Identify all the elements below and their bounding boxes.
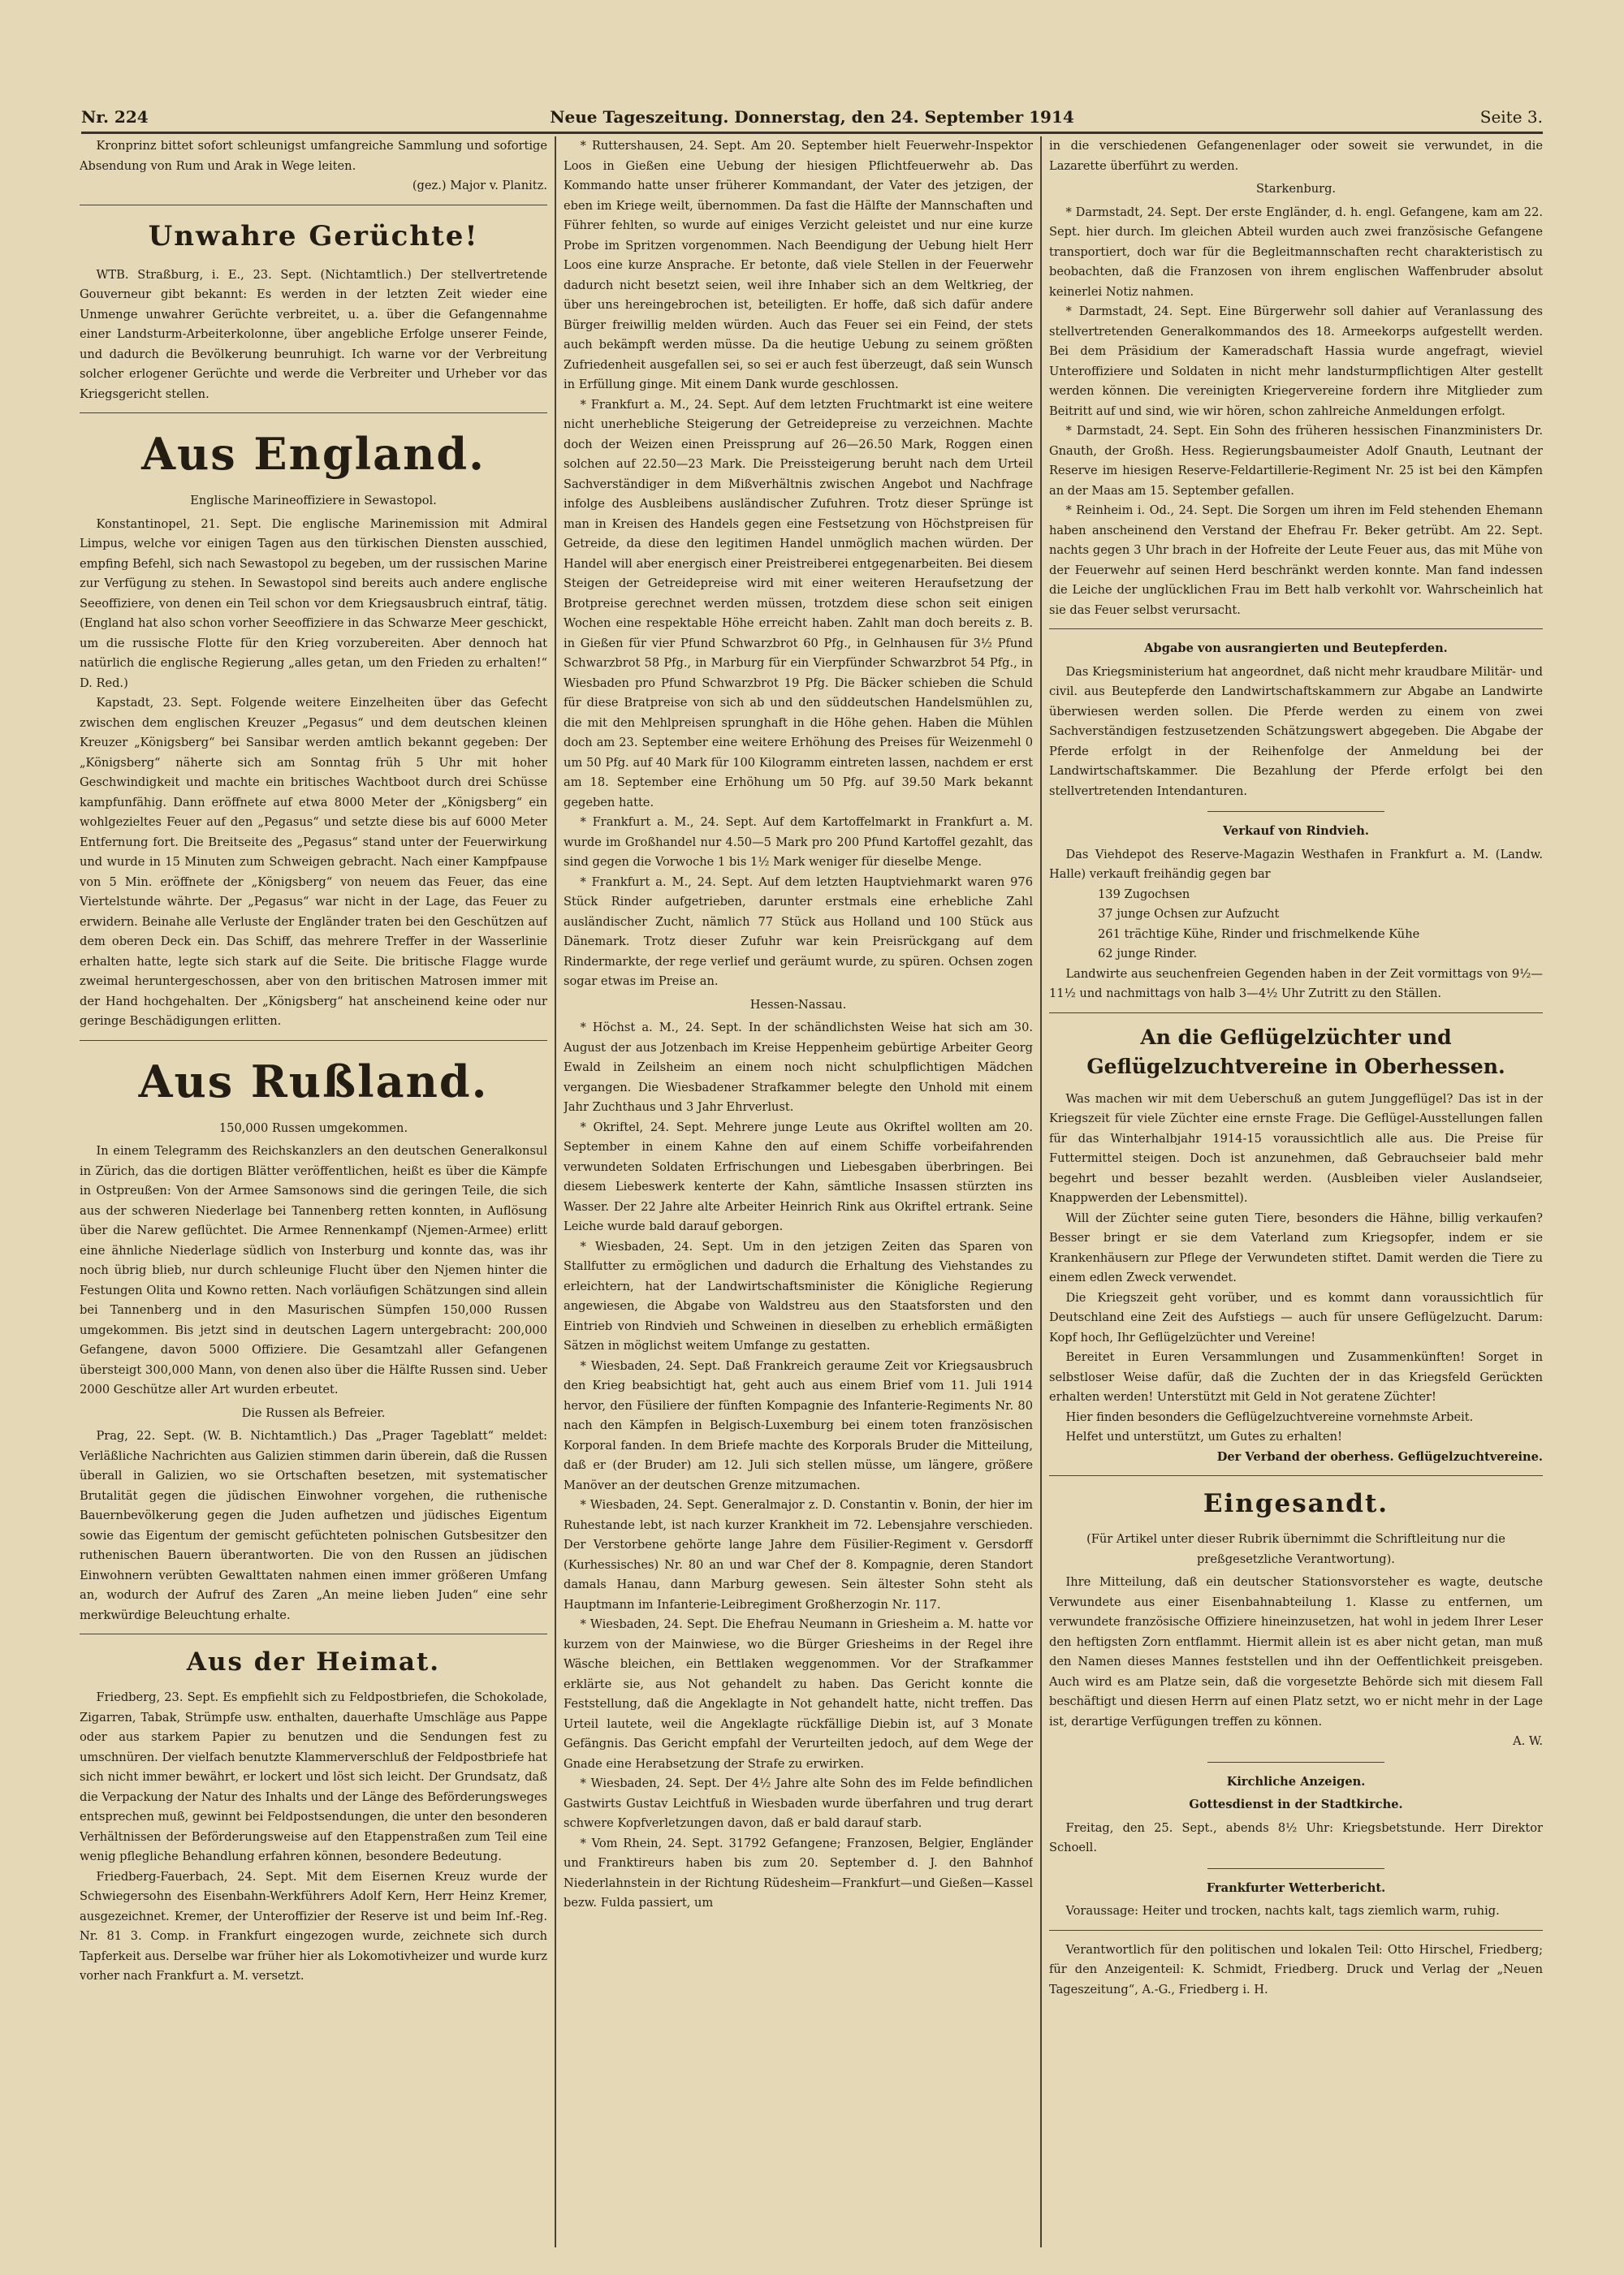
divider <box>1049 1930 1543 1931</box>
list-item: 62 junge Rinder. <box>1098 947 1198 961</box>
divider <box>1207 1868 1385 1869</box>
article-text: Will der Züchter seine guten Tiere, besonders die Hähne, billig verkaufen? Besser bringt er sie dem Vaterland zum Kriegsopfer, indem er sie Krankenhäusern zur Pflege der Verwundeten stiftet. Damit werden die Tiere zu einem edlen Zweck verwendet. <box>1049 1211 1543 1284</box>
headline-poultry: An die Geflügelzüchter und Geflügelzuchtvereine in Oberhessen. <box>1086 1025 1505 1078</box>
notice-heading: Frankfurter Wetterbericht. <box>1206 1880 1386 1895</box>
article-text: * Darmstadt, 24. Sept. Eine Bürgerwehr soll dahier auf Veranlassung des stellvertretenden Generalkommandos des 18. Armeekorps aufgestellt werden. Bei dem Präsidium der Kameradschaft Hassia wurde angefragt, wieviel Unteroffiziere und Soldaten in nicht mehr landsturmpflichtigen Alter gestellt werden können. Die vereinigten Kriegervereine fordern ihre Mitglieder zum Beitritt auf und sind, wie wir hören, schon zahlreiche Anmeldungen erfolgt. <box>1049 304 1543 418</box>
article-text: Friedberg-Fauerbach, 24. Sept. Mit dem Eisernen Kreuz wurde der Schwiegersohn des Eisenbahn-Werkführers Adolf Kern, Herr Heinz Kremer, ausgezeichnet. Kremer, der Unteroffizier der Reserve ist und beim Inf.-Reg. Nr. 81 3. Comp. in Frankfurt eingezogen wurde, zeichnete sich durch Tapferkeit aus. Derselbe war früher hier als Lokomotivheizer und wurde kurz vorher nach Frankfurt a. M. versetzt. <box>80 1869 547 1983</box>
article-text: * Frankfurt a. M., 24. Sept. Auf dem Kartoffelmarkt in Frankfurt a. M. wurde im Großhandel nur 4.50—5 Mark pro 200 Pfund Kartoffel gezahlt, das sind gegen die Vorwoche 1 bis 1½ Mark weniger für dieselbe Menge. <box>564 815 1033 869</box>
notice-heading: Kirchliche Anzeigen. <box>1226 1774 1366 1789</box>
masthead: Neue Tageszeitung. Donnerstag, den 24. September 1914 <box>550 107 1074 127</box>
article-text: in die verschiedenen Gefangenenlager oder soweit sie verwundet, in die Lazarette überführt zu werden. <box>1049 139 1543 173</box>
article-text: Konstantinopel, 21. Sept. Die englische Marinemission mit Admiral Limpus, welche vor einigen Tagen aus den türkischen Diensten ausschied, empfing Befehl, sich nach Sewastopol zu begeben, um der russischen Marine zur Verfügung zu stehen. In Sewastopol sind bereits auch andere englische Seeoffiziere, von denen ein Teil schon vor dem Kriegsausbruch eintraf, tätig. (England hat also schon vorher Seeoffiziere in das Schwarze Meer geschickt, um die russische Flotte für den Krieg vorzubereiten. Aber dennoch hat natürlich die englische Regierung „alles getan, um den Frieden zu erhalten!“ D. Red.) <box>80 516 547 690</box>
article-text: * Darmstadt, 24. Sept. Der erste Engländer, d. h. engl. Gefangene, kam am 22. Sept. hier durch. Im gleichen Abteil wurden auch zwei französische Gefangene transportiert, doch war für die Begleitmannschaften recht charakteristisch zu beobachten, daß die Franzosen von ihrem englischen Waffenbruder absolut keinerlei Notiz nahmen. <box>1049 205 1543 299</box>
list-item: 139 Zugochsen <box>1098 887 1190 901</box>
notice-text: Freitag, den 25. Sept., abends 8½ Uhr: Kriegsbetstunde. Herr Direktor Schoell. <box>1049 1820 1543 1854</box>
subheadline: 150,000 Russen umgekommen. <box>218 1120 408 1135</box>
article-text: Friedberg, 23. Sept. Es empfiehlt sich zu Feldpostbriefen, die Schokolade, Zigarren, Tabak, Strümpfe usw. enthalten, dauerhafte Umschläge aus Pappe oder aus starkem Papier zu benutzen und die Sendungen fest zu umschnüren. Der vielfach benutzte Klammerverschluß der Feldpostbriefe hat sich nicht immer bewährt, er lockert und löst sich leicht. Der Grundsatz, daß die Verpackung der Natur des Inhalts und der Länge des Beförderungsweges entsprechen muß, gewinnt bei Feldpostsendungen, die unter den besonderen Verhältnissen der Beförderungsweise auf den Etappenstraßen zum Teil eine wenig pflegliche Behandlung erfahren können, besondere Bedeutung. <box>80 1690 547 1863</box>
notice-text: Das Viehdepot des Reserve-Magazin Westhafen in Frankfurt a. M. (Landw. Halle) verkauft freihändig gegen bar <box>1049 847 1543 881</box>
divider <box>80 1040 547 1041</box>
page-number: Seite 3. <box>1479 107 1543 127</box>
notice-text: Landwirte aus seuchenfreien Gegenden haben in der Zeit vormittags von 9½—11½ und nachmittags von halb 3—4½ Uhr Zutritt zu den Ställen. <box>1049 966 1543 1000</box>
weather-forecast: Voraussage: Heiter und trocken, nachts kalt, tags ziemlich warm, ruhig. <box>1065 1904 1500 1918</box>
notice-text: Kronprinz bittet sofort schleunigst umfangreiche Sammlung und sofortige Absendung von Rum und Arak in Wege leiten. <box>80 139 547 173</box>
article-text: * Okriftel, 24. Sept. Mehrere junge Leute aus Okriftel wollten am 20. September in einem Kahne den auf einem Schiffe vorbeifahrenden verwundeten Soldaten Erfrischungen und Liebesgaben überbringen. Bei diesem Liebeswerk kenterte der Kahn, sämtliche Insassen stürzten ins Wasser. Der 22 Jahre alte Arbeiter Heinrich Rink aus Okriftel ertrank. Seine Leiche wurde bald darauf geborgen. <box>564 1120 1033 1233</box>
subheadline: Hessen-Nassau. <box>749 997 847 1012</box>
article-text: Ihre Mitteilung, daß ein deutscher Stationsvorsteher es wagte, deutsche Verwundete aus einer Eisenbahnabteilung 1. Klasse zu entfernen, um verwundete französische Offiziere hineinzusetzen, hat wohl in jedem Ihrer Leser den heftigsten Zorn entflammt. Hiermit allein ist es aber nicht getan, man muß den Namen dieses Mannes feststellen und ihn der Oeffentlichkeit preisgeben. Auch wird es am Platze sein, daß die vorgesetzte Behörde sich mit diesem Fall beschäftigt und diesen Herrn auf einen Platz setzt, wo er nicht mehr in der Lage ist, derartige Verfügungen treffen zu können. <box>1049 1575 1543 1729</box>
article-text: * Reinheim i. Od., 24. Sept. Die Sorgen um ihren im Feld stehenden Ehemann haben anscheinend den Verstand der Ehefrau Fr. Beker getrübt. Am 22. Sept. nachts gegen 3 Uhr brach in der Hofreite der Leute Feuer aus, das mit Mühe von der Feuerwehr auf seinen Herd beschränkt werden konnte. Man fand indessen die Leiche der unglücklichen Frau im Bett halb verkohlt vor. Wahrscheinlich hat sie das Feuer selbst verursacht. <box>1049 503 1543 617</box>
column-1 <box>80 136 547 2247</box>
article-text: Bereitet in Euren Versammlungen und Zusammenkünften! Sorget in selbstloser Weise dafür, daß die Zuchten der in das Kriegsfeld Gerückten erhalten werden! Unterstützt mit Geld in Not geratene Züchter! <box>1049 1350 1543 1404</box>
editorial-note: (Für Artikel unter dieser Rubrik übernimmt die Schriftleitung nur die preßgesetzliche Verantwortung). <box>1086 1532 1505 1566</box>
headline-eingesandt: Eingesandt. <box>1203 1489 1389 1518</box>
notice-signature: (gez.) Major v. Planitz. <box>412 179 547 192</box>
column-2 <box>564 136 1033 2247</box>
notice-text: Das Kriegsministerium hat angeordnet, daß nicht mehr kraudbare Militär- und civil. aus Beutepferde den Landwirtschaftskammern zur Abgabe an Landwirte überwiesen werden sollen. Die Pferde werden zu einem von zwei Sachverständigen festzusetzenden Schätzungswert abgegeben. Die Abgabe der Pferde erfolgt in der Reihenfolge der Anmeldung bei der Landwirtschaftskammer. Die Bezahlung der Pferde erfolgt bei den stellvertretenden Intendanturen. <box>1049 664 1543 798</box>
article-text: * Wiesbaden, 24. Sept. Daß Frankreich geraume Zeit vor Kriegsausbruch den Krieg beabsichtigt hat, geht auch aus einem Brief vom 11. Juli 1914 hervor, den Füsiliere der fünften Kompagnie des Infanterie-Regiments Nr. 80 nach den Kämpfen in Belgisch-Luxemburg bei einem toten französischen Korporal fanden. In dem Briefe machte des Korporals Bruder die Mitteilung, daß er (der Bruder) am 12. Juli sich stellen müsse, um längere, größere Manöver an der deutschen Grenze mitzumachen. <box>564 1358 1033 1492</box>
article-text: Helfet und unterstützt, um Gutes zu erhalten! <box>1065 1430 1342 1444</box>
subheadline: Die Russen als Befreier. <box>241 1405 386 1420</box>
divider <box>1207 811 1385 812</box>
page-header <box>81 102 1543 134</box>
divider <box>1049 628 1543 629</box>
divider <box>1049 1475 1543 1476</box>
article-text: Die Kriegszeit geht vorüber, und es kommt dann voraussichtlich für Deutschland eine Zeit des Aufstiegs — auch für unsere Geflügelzucht. Darum: Kopf hoch, Ihr Geflügelzüchter und Vereine! <box>1049 1290 1543 1345</box>
article-text: WTB. Straßburg, i. E., 23. Sept. (Nichtamtlich.) Der stellvertretende Gouverneur gibt bekannt: Es werden in der letzten Zeit wieder eine Unmenge unwahrer Gerüchte verbreitet, u. a. über die Gefangennahme einer Landsturm-Arbeiterkolonne, über angebliche Erfolge unserer Feinde, und dadurch die Bevölkerung beunruhigt. Ich warne vor der Verbreitung solcher erlogener Gerüchte und werde die Verbreiter und Urheber vor das Kriegsgericht stellen. <box>80 267 547 401</box>
article-text: * Ruttershausen, 24. Sept. Am 20. September hielt Feuerwehr-Inspektor Loos in Gießen eine Uebung der hiesigen Pflichtfeuerwehr ab. Das Kommando hatte unser früherer Kommandant, der Vater des jetzigen, der eben im Kriege weilt, übernommen. Da fast die Hälfte der Mannschaften und Führer fehlten, so wurde auf einiges Verzicht geleistet und nur eine kurze Probe im Spritzen vorgenommen. Nach Beendigung der Uebung hielt Herr Loos eine kurze Ansprache. Er betonte, daß viele Stellen in der Feuerwehr dadurch nicht besetzt seien, weil ihre Inhaber sich an dem Weltkrieg, der über uns hereingebrochen ist, beteiligten. Er hoffe, daß sich dafür andere Bürger freiwillig melden würden. Auch das Feuer sei ein Feind, der stets auch bekämpft werden müsse. Da die heutige Uebung zu seinem größten Zufriedenheit ausgefallen sei, so sei er auch fest überzeugt, daß sein Wunsch in Erfüllung ginge. Mit einem Dank wurde geschlossen. <box>564 139 1033 391</box>
headline-russia: Aus Rußland. <box>138 1055 489 1107</box>
article-text: * Wiesbaden, 24. Sept. Um in den jetzigen Zeiten das Sparen von Stallfutter zu ermöglichen und dadurch die Erhaltung des Viehstandes zu erleichtern, hat der Landwirtschaftsminister die Königliche Regierung angewiesen, die Abgabe von Waldstreu aus den Staatsforsten und den Eintrieb von Rindvieh und Schweinen in dieselben zu erheblich ermäßigten Sätzen in möglichst weitem Umfange zu gestatten. <box>564 1239 1033 1353</box>
column-rule <box>555 136 556 2247</box>
article-text: Hier finden besonders die Geflügelzuchtvereine vornehmste Arbeit. <box>1065 1409 1474 1424</box>
column-rule <box>1040 136 1042 2247</box>
list-item: 37 junge Ochsen zur Aufzucht <box>1098 907 1280 921</box>
list-item: 261 trächtige Kühe, Rinder und frischmelkende Kühe <box>1098 926 1420 941</box>
signature: Der Verband der oberhess. Geflügelzuchtvereine. <box>1216 1449 1543 1464</box>
article-text: Was machen wir mit dem Ueberschuß an gutem Junggeflügel? Das ist in der Kriegszeit für viele Züchter eine ernste Frage. Die Geflügel-Ausstellungen fallen für das Winterhalbjahr 1914-15 voraussichtlich alle aus. Die Preise für Futtermittel steigen. Doch ist anzunehmen, daß Gebrauchseier bald mehr begehrt und besser bezahlt werden. (Ausbleiben vieler Auslandseier, Knappwerden der Lebensmittel). <box>1049 1091 1543 1205</box>
article-text: Prag, 22. Sept. (W. B. Nichtamtlich.) Das „Prager Tageblatt“ meldet: Verläßliche Nachrichten aus Galizien stimmen darin überein, daß die Russen überall in Galizien, wo sie Ortschaften besetzen, mit systematischer Brutalität gegen die jüdischen Einwohner vorgehen, die ruthenische Bauernbevölkerung gegen die Juden aufhetzen und jüdisches Eigentum sowie das Eigentum der gemischt gefüchteten polnischen Gutsbesitzer den ruthenischen Bauern überantworten. Die von den Russen an jüdischen Einwohnern verübten Gewalttaten nahmen einen immer größeren Umfang an, wodurch der Aufruf des Zaren „An meine lieben Juden“ eine sehr merkwürdige Beleuchtung erhalte. <box>80 1429 547 1622</box>
issue-number: Nr. 224 <box>81 107 149 127</box>
subheadline: Englische Marineoffiziere in Sewastopol. <box>190 494 437 507</box>
headline-england: Aus England. <box>141 428 486 480</box>
divider <box>80 412 547 413</box>
divider <box>1049 1012 1543 1013</box>
article-text: * Wiesbaden, 24. Sept. Der 4½ Jahre alte Sohn des im Felde befindlichen Gastwirts Gustav Leichtfuß in Wiesbaden wurde überfahren und trug derart schwere Kopfverletzungen davon, daß er bald darauf starb. <box>564 1776 1033 1830</box>
article-text: * Wiesbaden, 24. Sept. Generalmajor z. D. Constantin v. Bonin, der hier im Ruhestande lebt, ist nach kurzer Krankheit im 72. Lebensjahre verschieden. Der Verstorbene gehörte lange Jahre dem Füsilier-Regiment v. Gersdorff (Kurhessisches) Nr. 80 an und war Chef der 8. Kompagnie, deren Standort damals Hanau, dann Marburg gewesen. Sein ältester Sohn steht als Hauptmann im Infanterie-Leibregiment Großherzogin Nr. 117. <box>564 1498 1033 1612</box>
notice-heading: Verkauf von Rindvieh. <box>1223 824 1369 838</box>
article-text: * Darmstadt, 24. Sept. Ein Sohn des früheren hessischen Finanzministers Dr. Gnauth, der Großh. Hess. Regierungsbaumeister Adolf Gnauth, Leutnant der Reserve im hiesigen Reserve-Feldartillerie-Regiment Nr. 25 ist bei den Kämpfen an der Maas am 15. September gefallen. <box>1049 424 1543 498</box>
article-text: * Frankfurt a. M., 24. Sept. Auf dem letzten Hauptviehmarkt waren 976 Stück Rinder aufgetrieben, darunter erstmals eine erhebliche Zahl ausländischer Zucht, nämlich 77 Stück aus Holland und 100 Stück aus Dänemark. Trotz dieser Zufuhr war kein Preisrückgang auf dem Rindermarkte, der rege verlief und geräumt wurde, zu spüren. Ochsen zogen sogar etwas im Preise an. <box>564 874 1033 988</box>
article-text: Kapstadt, 23. Sept. Folgende weitere Einzelheiten über das Gefecht zwischen dem englischen Kreuzer „Pegasus“ und dem deutschen kleinen Kreuzer „Königsberg“ bei Sansibar werden amtlich bekannt gegeben: Der „Königsberg“ näherte sich am Sonntag früh 5 Uhr mit hoher Geschwindigkeit und machte ein britisches Wachtboot durch drei Schüsse kampfunfähig. Dann eröffnete auf etwa 8000 Meter der „Königsberg“ ein wohlgezieltes Feuer auf den „Pegasus“ und setzte diese bis auf 6000 Meter Entfernung fort. Die Breitseite des „Pegasus“ stand unter der Feuerwirkung und wurde in 15 Minuten zum Schweigen gebracht. Nach einer Kampfpause von 5 Min. eröffnete der „Königsberg“ von neuem das Feuer, das eine Viertelstunde währte. Der „Pegasus“ war nicht in der Lage, das Feuer zu erwidern. Beinahe alle Verluste der Engländer traten bei den Geschützen auf dem oberen Deck ein. Das Schiff, das mehrere Treffer in der Wasserlinie erhalten hatte, legte sich stark auf die Seite. Die britische Flagge wurde zweimal heruntergeschossen, aber von den britischen Matrosen immer mit der Hand hochgehalten. Der „Königsberg“ hat anscheinend keine oder nur geringe Beschädigungen erlitten. <box>80 696 547 1028</box>
column-3 <box>1049 136 1543 2247</box>
article-text: * Frankfurt a. M., 24. Sept. Auf dem letzten Fruchtmarkt ist eine weitere nicht unerhebliche Steigerung der Getreidepreise zu verzeichnen. Machte doch der Weizen einen Preissprung auf 26—26.50 Mark, Roggen einen solchen auf 22.50—23 Mark. Die Preissteigerung beruht nach dem Urteil Sachverständiger in dem Mißverhältnis zwischen Angebot und Nachfrage infolge des Ausbleibens ausländischer Zufuhren. Trotz dieser Sprünge ist man in Kreisen des Handels gegen eine Festsetzung von Höchstpreisen für Getreide, da diese den legitimen Handel unmöglich machen würden. Der Handel will aber energisch einer Preistreiberei entgegenarbeiten. Bei diesem Steigen der Getreidepreise wird mit einer weiteren Heraufsetzung der Brotpreise gerechnet werden müssen, trotzdem diese schon seit einigen Wochen eine respektable Höhe erreicht haben. Zahlt man doch bereits z. B. in Gießen für vier Pfund Schwarzbrot 60 Pfg., in Gelnhausen für 3½ Pfund Schwarzbrot 58 Pfg., in Marburg für ein Vierpfünder Schwarzbrot 54 Pfg., in Wiesbaden pro Pfund Schwarzbrot 19 Pfg. Die Bäcker schieben die Schuld für diese Bratpreise von sich ab und den süddeutschen Handelsmühlen zu, die mit den Mehlpreisen sprunghaft in die Höhe gehen. Haben die Mühlen doch am 23. September eine weitere Erhöhung des Preises für Weizenmehl 0 um 50 Pfg. auf 40 Mark für 100 Kilogramm eintreten lassen, nachdem er erst am 18. September eine Erhöhung um 50 Pfg. auf 39.50 Mark bekannt gegeben hatte. <box>564 397 1033 809</box>
article-text: * Höchst a. M., 24. Sept. In der schändlichsten Weise hat sich am 30. August der aus Jotzenbach im Kreise Heppenheim gebürtige Arbeiter Georg Ewald in Zeilsheim an einem noch nicht schulpflichtigen Mädchen vergangen. Die Wiesbadener Strafkammer belegte den Unhold mit einem Jahr Zuchthaus und 3 Jahr Ehrverlust. <box>564 1021 1033 1114</box>
subheadline: Gottesdienst in der Stadtkirche. <box>1189 1798 1403 1811</box>
headline-rumors: Unwahre Gerüchte! <box>148 219 479 253</box>
article-text: * Vom Rhein, 24. Sept. 31792 Gefangene; Franzosen, Belgier, Engländer und Franktireurs haben bis zum 20. September d. J. den Bahnhof Niederlahnstein in der Richtung Rüdesheim—Frankfurt—und Gießen—Kassel bezw. Fulda passiert, um <box>564 1836 1033 1910</box>
headline-heimat: Aus der Heimat. <box>186 1647 441 1677</box>
article-text: * Wiesbaden, 24. Sept. Die Ehefrau Neumann in Griesheim a. M. hatte vor kurzem von der Mainwiese, wo die Bürger Griesheims in der Regel ihre Wäsche bleichen, ein Bettlaken weggenommen. Vor der Strafkammer erklärte sie, aus Not gehandelt zu haben. Das Gericht konnte die Feststellung, daß die Angeklagte in Not gehandelt hatte, nicht treffen. Das Urteil lautete, weil die Angeklagte rückfällige Diebin ist, auf 3 Monate Gefängnis. Das Gericht empfahl der Verurteilten jedoch, auf dem Wege der Gnade eine Herabsetzung der Strafe zu erwirken. <box>564 1617 1033 1771</box>
signature: A. W. <box>1513 1734 1543 1748</box>
imprint: Verantwortlich für den politischen und lokalen Teil: Otto Hirschel, Friedberg; für den Anzeigenteil: K. Schmidt, Friedberg. Druck und Verlag der „Neuen Tageszeitung“, A.-G., Friedberg i. H. <box>1049 1942 1543 1997</box>
notice-heading: Abgabe von ausrangierten und Beutepferden. <box>1144 641 1448 655</box>
article-text: In einem Telegramm des Reichskanzlers an den deutschen Generalkonsul in Zürich, das die dortigen Blätter veröffentlichen, heißt es über die Kämpfe in Ostpreußen: Von der Armee Samsonows sind die geringen Teile, die sich aus der schweren Niederlage bei Tannenberg retten konnten, in Auflösung über die Narew geflüchtet. Die Armee Rennenkampf (Njemen-Armee) erlitt eine ähnliche Niederlage südlich von Insterburg und konnte das, was ihr noch übrig blieb, nur durch schleunige Flucht über den Njemen hinter die Festungen Olita und Kowno retten. Nach vorläufigen Schätzungen sind allein bei Tannenberg und in den Masurischen Sümpfen 150,000 Russen umgekommen. Bis jetzt sind in deutschen Lagern untergebracht: 200,000 Gefangene, davon 5000 Offiziere. Die Gesamtzahl aller Gefangenen übersteigt 300,000 Mann, von denen also über die Hälfte Russen sind. Ueber 2000 Geschütze aller Art wurden erbeutet. <box>80 1144 547 1397</box>
subheadline: Starkenburg. <box>1255 182 1337 196</box>
divider <box>1207 1762 1385 1763</box>
